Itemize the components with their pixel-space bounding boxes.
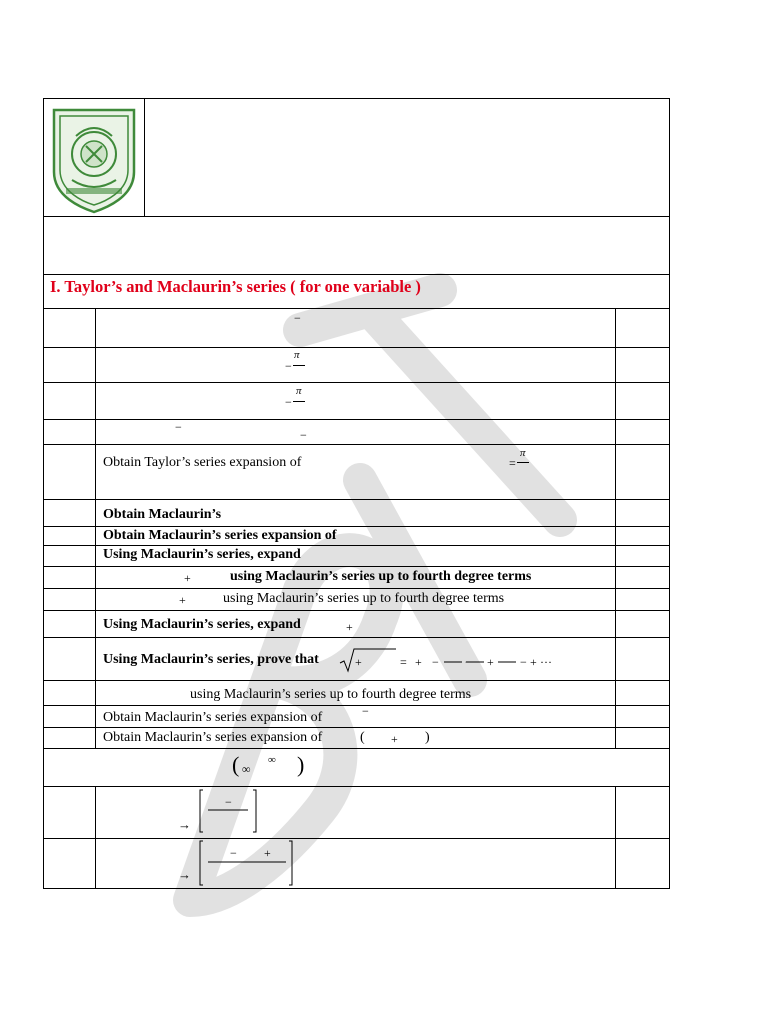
minus-symbol: − [294,311,301,325]
minus-symbol: − [175,420,182,434]
pi-fraction [294,350,300,361]
row-12-text: Using Maclaurin’s series, prove that [103,652,319,667]
plus-symbol: + [391,732,398,746]
infinity-symbol: ∞ [268,754,276,766]
arrow-symbol: → [178,817,191,832]
pi-symbol: π [294,349,300,361]
row-6-text: Obtain Maclaurin’s [103,507,222,522]
row-14-text: Obtain Maclaurin’s series expansion of [103,710,323,725]
plus-symbol: + [184,571,191,585]
row-7-text: Obtain Maclaurin’s series expansion of [103,528,337,543]
minus-symbol: − [285,359,292,373]
row-9-text: using Maclaurin’s series up to fourth degree terms [230,569,532,584]
institution-logo [46,102,142,214]
plus-symbol: + [355,655,362,669]
pi-symbol: π [296,385,302,397]
arrow-symbol: → [178,867,191,882]
plus-symbol: + [346,620,353,634]
row-15-text: Obtain Maclaurin’s series expansion of [103,730,323,745]
left-paren: ( [232,752,240,777]
right-paren: ) [425,730,430,745]
row-10-text: using Maclaurin’s series up to fourth degree terms [223,591,505,606]
plus-symbol: + [530,655,537,669]
bracket-expression [198,840,294,886]
minus-symbol: − [230,846,237,860]
minus-symbol: − [285,395,292,409]
plus-symbol: + [179,593,186,607]
minus-symbol: − [225,795,232,809]
minus-symbol: − [465,655,472,669]
plus-symbol: + [264,846,271,860]
right-paren: ) [297,752,305,777]
minus-symbol: − [362,704,369,718]
minus-symbol: − [520,655,527,669]
minus-symbol: − [432,655,439,669]
equals-symbol: = [400,655,407,669]
row-13-text: using Maclaurin’s series up to fourth degree terms [190,687,472,702]
section-heading: I. Taylor’s and Maclaurin’s series ( for one variable ) [50,277,421,296]
row-11-text: Using Maclaurin’s series, expand [103,617,301,632]
row-8-text: Using Maclaurin’s series, expand [103,547,301,562]
pi-symbol: π [520,447,526,459]
logo-emblem-icon [46,102,142,214]
plus-symbol: + [487,655,494,669]
dots-symbol: ··· [540,655,552,669]
left-paren: ( [360,730,365,745]
infinity-symbol: ∞ [242,762,251,776]
row-5-text: Obtain Taylor’s series expansion of [103,455,302,470]
plus-symbol: + [415,655,422,669]
minus-symbol: − [300,428,307,442]
equals-symbol: = [509,456,516,470]
